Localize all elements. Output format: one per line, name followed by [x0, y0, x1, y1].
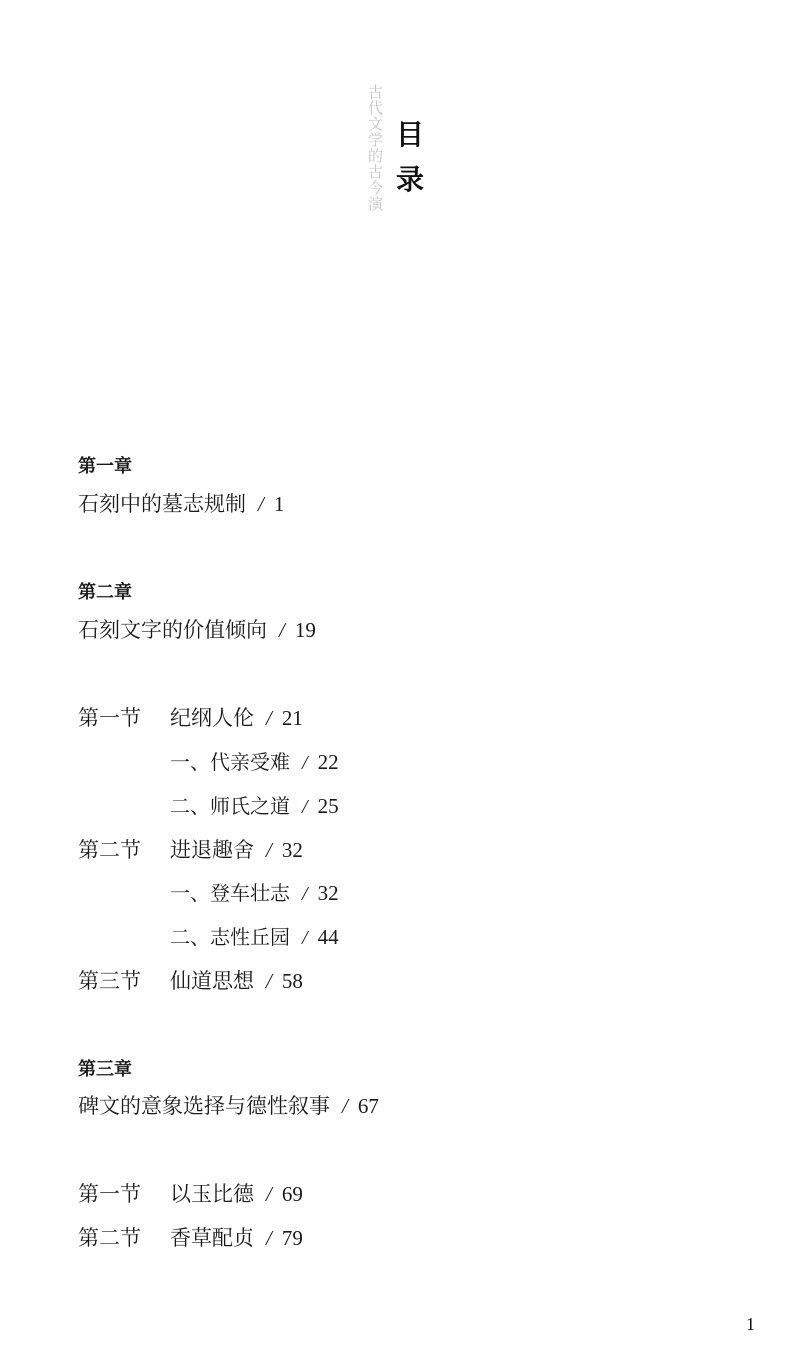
entry-page-number: 25 [317, 794, 339, 818]
entry-title: 以玉比德 [170, 1182, 254, 1206]
entry-separator: / [266, 1182, 272, 1206]
entry-title: 石刻文字的价值倾向 [78, 618, 267, 642]
toc-entry-ch3-section-2[interactable] [78, 1222, 303, 1252]
entry-separator: / [266, 706, 272, 730]
title-char-1: 目 [396, 118, 425, 151]
running-header: 古代文学的古今演 [366, 84, 384, 212]
entry-separator: / [342, 1094, 348, 1118]
entry-separator: / [266, 969, 272, 993]
title-char-2: 录 [396, 163, 425, 196]
entry-title: 仙道思想 [170, 969, 254, 993]
entry-separator: / [266, 1226, 272, 1250]
chapter-1-label: 第一章 [78, 456, 132, 477]
toc-entry-ch2-s1-sub-2[interactable] [170, 790, 339, 819]
entry-separator: / [302, 796, 308, 818]
entry-page-number: 79 [281, 1226, 303, 1250]
entry-separator: / [258, 492, 264, 516]
section-label: 第一节 [78, 706, 141, 730]
toc-entry-chapter-3[interactable] [78, 1090, 379, 1120]
entry-page-number: 19 [294, 618, 316, 642]
toc-entry-chapter-2[interactable] [78, 614, 316, 644]
entry-title: 二、志性丘园 [170, 925, 290, 949]
entry-title: 进退趣舍 [170, 838, 254, 862]
entry-page-number: 44 [317, 925, 339, 949]
entry-page-number: 69 [281, 1182, 303, 1206]
entry-page-number: 1 [273, 492, 285, 516]
entry-title: 香草配贞 [170, 1226, 254, 1250]
section-label: 第一节 [78, 1182, 141, 1206]
entry-page-number: 21 [281, 706, 303, 730]
chapter-3-label: 第三章 [78, 1059, 132, 1080]
toc-entry-ch2-s1-sub-1[interactable] [170, 746, 339, 775]
toc-entry-chapter-1[interactable] [78, 488, 284, 518]
entry-separator: / [279, 618, 285, 642]
entry-separator: / [302, 883, 308, 905]
section-label: 第二节 [78, 838, 141, 862]
entry-title: 石刻中的墓志规制 [78, 492, 246, 516]
page-number: 1 [746, 1314, 755, 1334]
section-label: 第三节 [78, 969, 141, 993]
section-label: 第二节 [78, 1226, 141, 1250]
toc-entry-ch2-s2-sub-1[interactable] [170, 877, 339, 906]
toc-entry-ch2-section-2[interactable] [78, 834, 303, 864]
entry-title: 二、师氏之道 [170, 794, 290, 818]
entry-title: 一、代亲受难 [170, 750, 290, 774]
entry-page-number: 22 [317, 750, 339, 774]
entry-separator: / [302, 752, 308, 774]
toc-entry-ch2-s2-sub-2[interactable] [170, 921, 339, 950]
page-title [396, 112, 424, 202]
entry-page-number: 32 [317, 881, 339, 905]
entry-page-number: 67 [357, 1094, 379, 1118]
chapter-2-label: 第二章 [78, 582, 132, 603]
entry-title: 纪纲人伦 [170, 706, 254, 730]
entry-page-number: 58 [281, 969, 303, 993]
toc-entry-ch2-section-3[interactable] [78, 965, 303, 995]
entry-separator: / [302, 927, 308, 949]
entry-title: 一、登车壮志 [170, 881, 290, 905]
entry-title: 碑文的意象选择与德性叙事 [78, 1094, 330, 1118]
toc-entry-ch3-section-1[interactable] [78, 1178, 303, 1208]
entry-page-number: 32 [281, 838, 303, 862]
toc-entry-ch2-section-1[interactable] [78, 702, 303, 732]
entry-separator: / [266, 838, 272, 862]
